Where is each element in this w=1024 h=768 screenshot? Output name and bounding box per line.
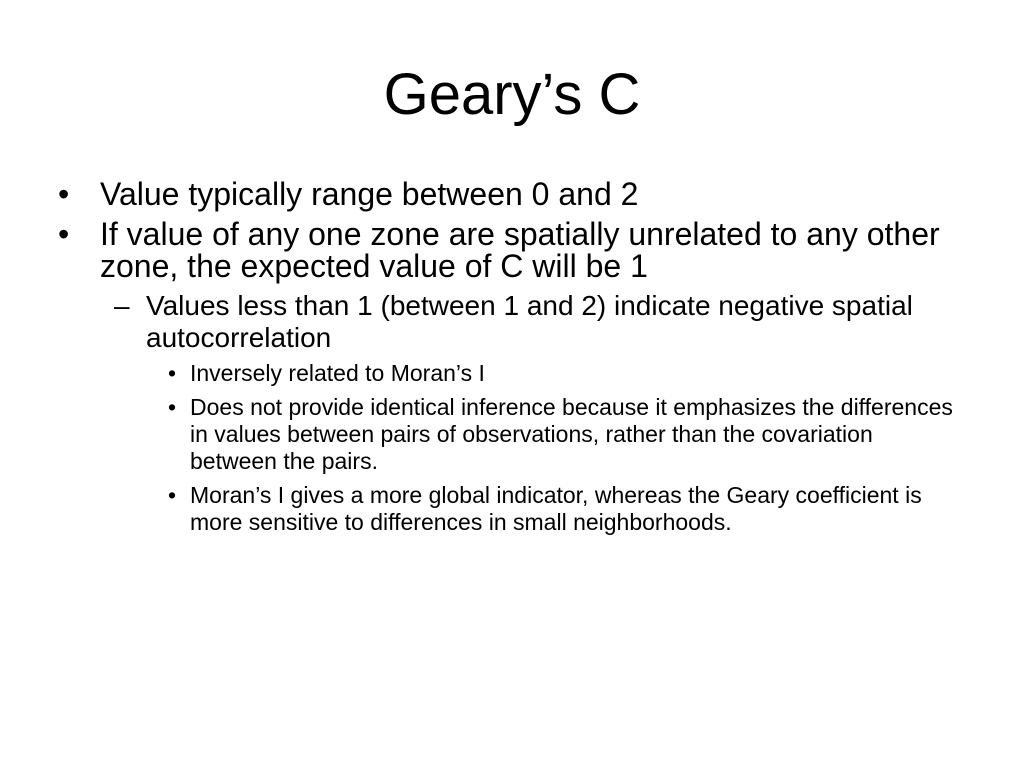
dash-marker: – [114, 290, 130, 321]
bullet-item [58, 216, 940, 284]
sub-sub-bullet-item [168, 482, 960, 536]
slide-title: Geary’s C [383, 62, 641, 127]
bullet-text: Value typically range between 0 and 2 [100, 176, 639, 212]
bullet-marker: • [168, 482, 177, 508]
sub-sub-bullet-text: Inversely related to Moran’s I [190, 360, 485, 386]
bullet-item [58, 176, 940, 212]
bullet-marker: • [58, 216, 70, 252]
sub-sub-bullet-text: Does not provide identical inference because it emphasizes the differences in values between pairs of observations, rather than the covariation between the pairs. [190, 394, 953, 474]
bullet-marker: • [168, 360, 177, 386]
sub-bullet-text: Values less than 1 (between 1 and 2) indicate negative spatial autocorrelation [146, 290, 913, 353]
bullet-marker: • [58, 176, 70, 212]
bullet-text: If value of any one zone are spatially unrelated to any other zone, the expected value of C will be 1 [100, 216, 940, 284]
sub-sub-bullet-item [168, 360, 960, 387]
slide-body [0, 178, 1024, 543]
sub-bullet-item [114, 290, 946, 354]
sub-sub-bullet-text: Moran’s I gives a more global indicator, whereas the Geary coefficient is more sensitive to differences in small neighborhoods. [190, 482, 922, 535]
bullet-marker: • [168, 394, 177, 420]
sub-sub-bullet-item [168, 394, 960, 475]
